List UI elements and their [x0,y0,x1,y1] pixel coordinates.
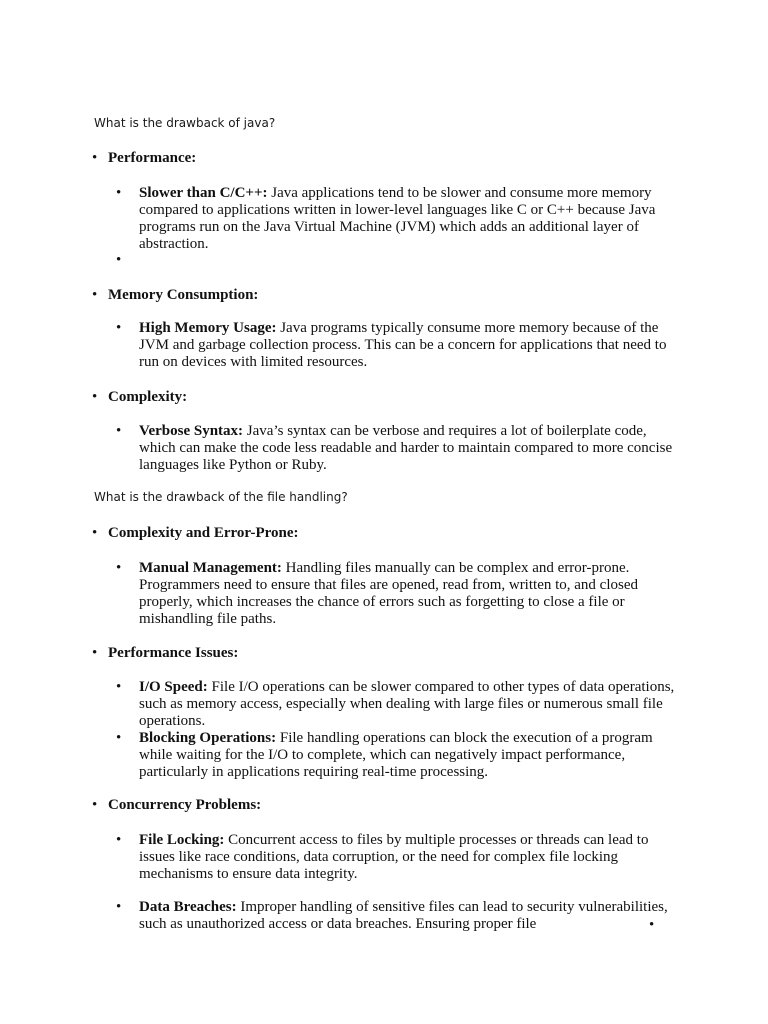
section-heading-performance [92,150,196,167]
section-heading-performance-issues [92,645,238,662]
list-item-slower-than-c [116,185,676,253]
item-lead: Data Breaches: [139,899,237,915]
item-lead: I/O Speed: [139,679,208,695]
item-text: Java programs typically consume more memory because of the JVM and garbage collection process. This can be a concern for applications that need to run on devices with limited resources. [139,320,667,370]
item-text: File handling operations can block the execution of a program while waiting for the I/O to complete, which can negatively impact performance, particularly in applications requiring real-time processing. [139,730,653,780]
item-lead: High Memory Usage: [139,320,277,336]
bullet-marker: • [92,797,98,813]
item-lead: Verbose Syntax: [139,423,244,439]
section-heading-text: Concurrency Problems: [108,797,262,813]
bullet-marker: • [92,150,98,166]
section-heading-complexity [92,389,187,406]
list-item-data-breaches [116,899,676,933]
item-lead: Blocking Operations: [139,730,277,746]
question-file-handling-drawback: What is the drawback of the file handling? [94,490,348,504]
item-text: File I/O operations can be slower compared to other types of data operations, such as memory access, especially when dealing with large files or numerous small file operations. [139,679,675,729]
list-item-io-speed [116,679,676,730]
bullet-marker: • [92,389,98,405]
bullet-marker: • [92,645,98,661]
section-heading-text: Performance: [108,150,197,166]
item-text: Concurrent access to files by multiple processes or threads can lead to issues like race conditions, data corruption, or the need for complex file locking mechanisms to ensure data integrity. [139,832,649,882]
section-heading-text: Complexity: [108,389,188,405]
section-heading-memory-consumption [92,287,258,304]
bullet-marker: • [116,679,122,695]
list-item-manual-management [116,560,676,628]
list-item-file-locking [116,832,676,883]
bullet-marker: • [116,730,122,746]
trailing-bullet-marker: • [649,917,655,933]
item-text: Java’s syntax can be verbose and requires a lot of boilerplate code, which can make the code less readable and harder to maintain compared to more concise languages like Python or Ruby. [139,423,673,473]
item-text: Handling files manually can be complex and error-prone. Programmers need to ensure that files are opened, read from, written to, and closed properly, which increases the chance of errors such as forgetting to close a file or mishandling file paths. [139,560,638,627]
section-heading-complexity-error-prone [92,525,299,542]
bullet-marker: • [116,423,122,439]
section-heading-text: Complexity and Error-Prone: [108,525,299,541]
bullet-marker: • [116,252,122,268]
bullet-marker: • [116,320,122,336]
item-text: Improper handling of sensitive files can lead to security vulnerabilities, such as unauthorized access or data breaches. Ensuring proper file [139,899,668,932]
section-heading-text: Memory Consumption: [108,287,259,303]
item-lead: Slower than C/C++: [139,185,268,201]
bullet-marker: • [116,899,122,915]
item-lead: Manual Management: [139,560,282,576]
bullet-marker: • [92,287,98,303]
item-lead: File Locking: [139,832,225,848]
bullet-marker: • [116,832,122,848]
bullet-marker: • [116,560,122,576]
question-java-drawback: What is the drawback of java? [94,116,276,130]
bullet-marker: • [92,525,98,541]
bullet-marker: • [116,185,122,201]
section-heading-text: Performance Issues: [108,645,239,661]
list-item-blocking-operations [116,730,676,781]
item-text: Java applications tend to be slower and consume more memory compared to applications written in lower-level languages like C or C++ because Java programs run on the Java Virtual Machine (JVM) which adds an additional layer of abstraction. [139,185,656,252]
section-heading-concurrency-problems [92,797,261,814]
list-item-verbose-syntax [116,423,676,474]
list-item-high-memory-usage [116,320,676,371]
